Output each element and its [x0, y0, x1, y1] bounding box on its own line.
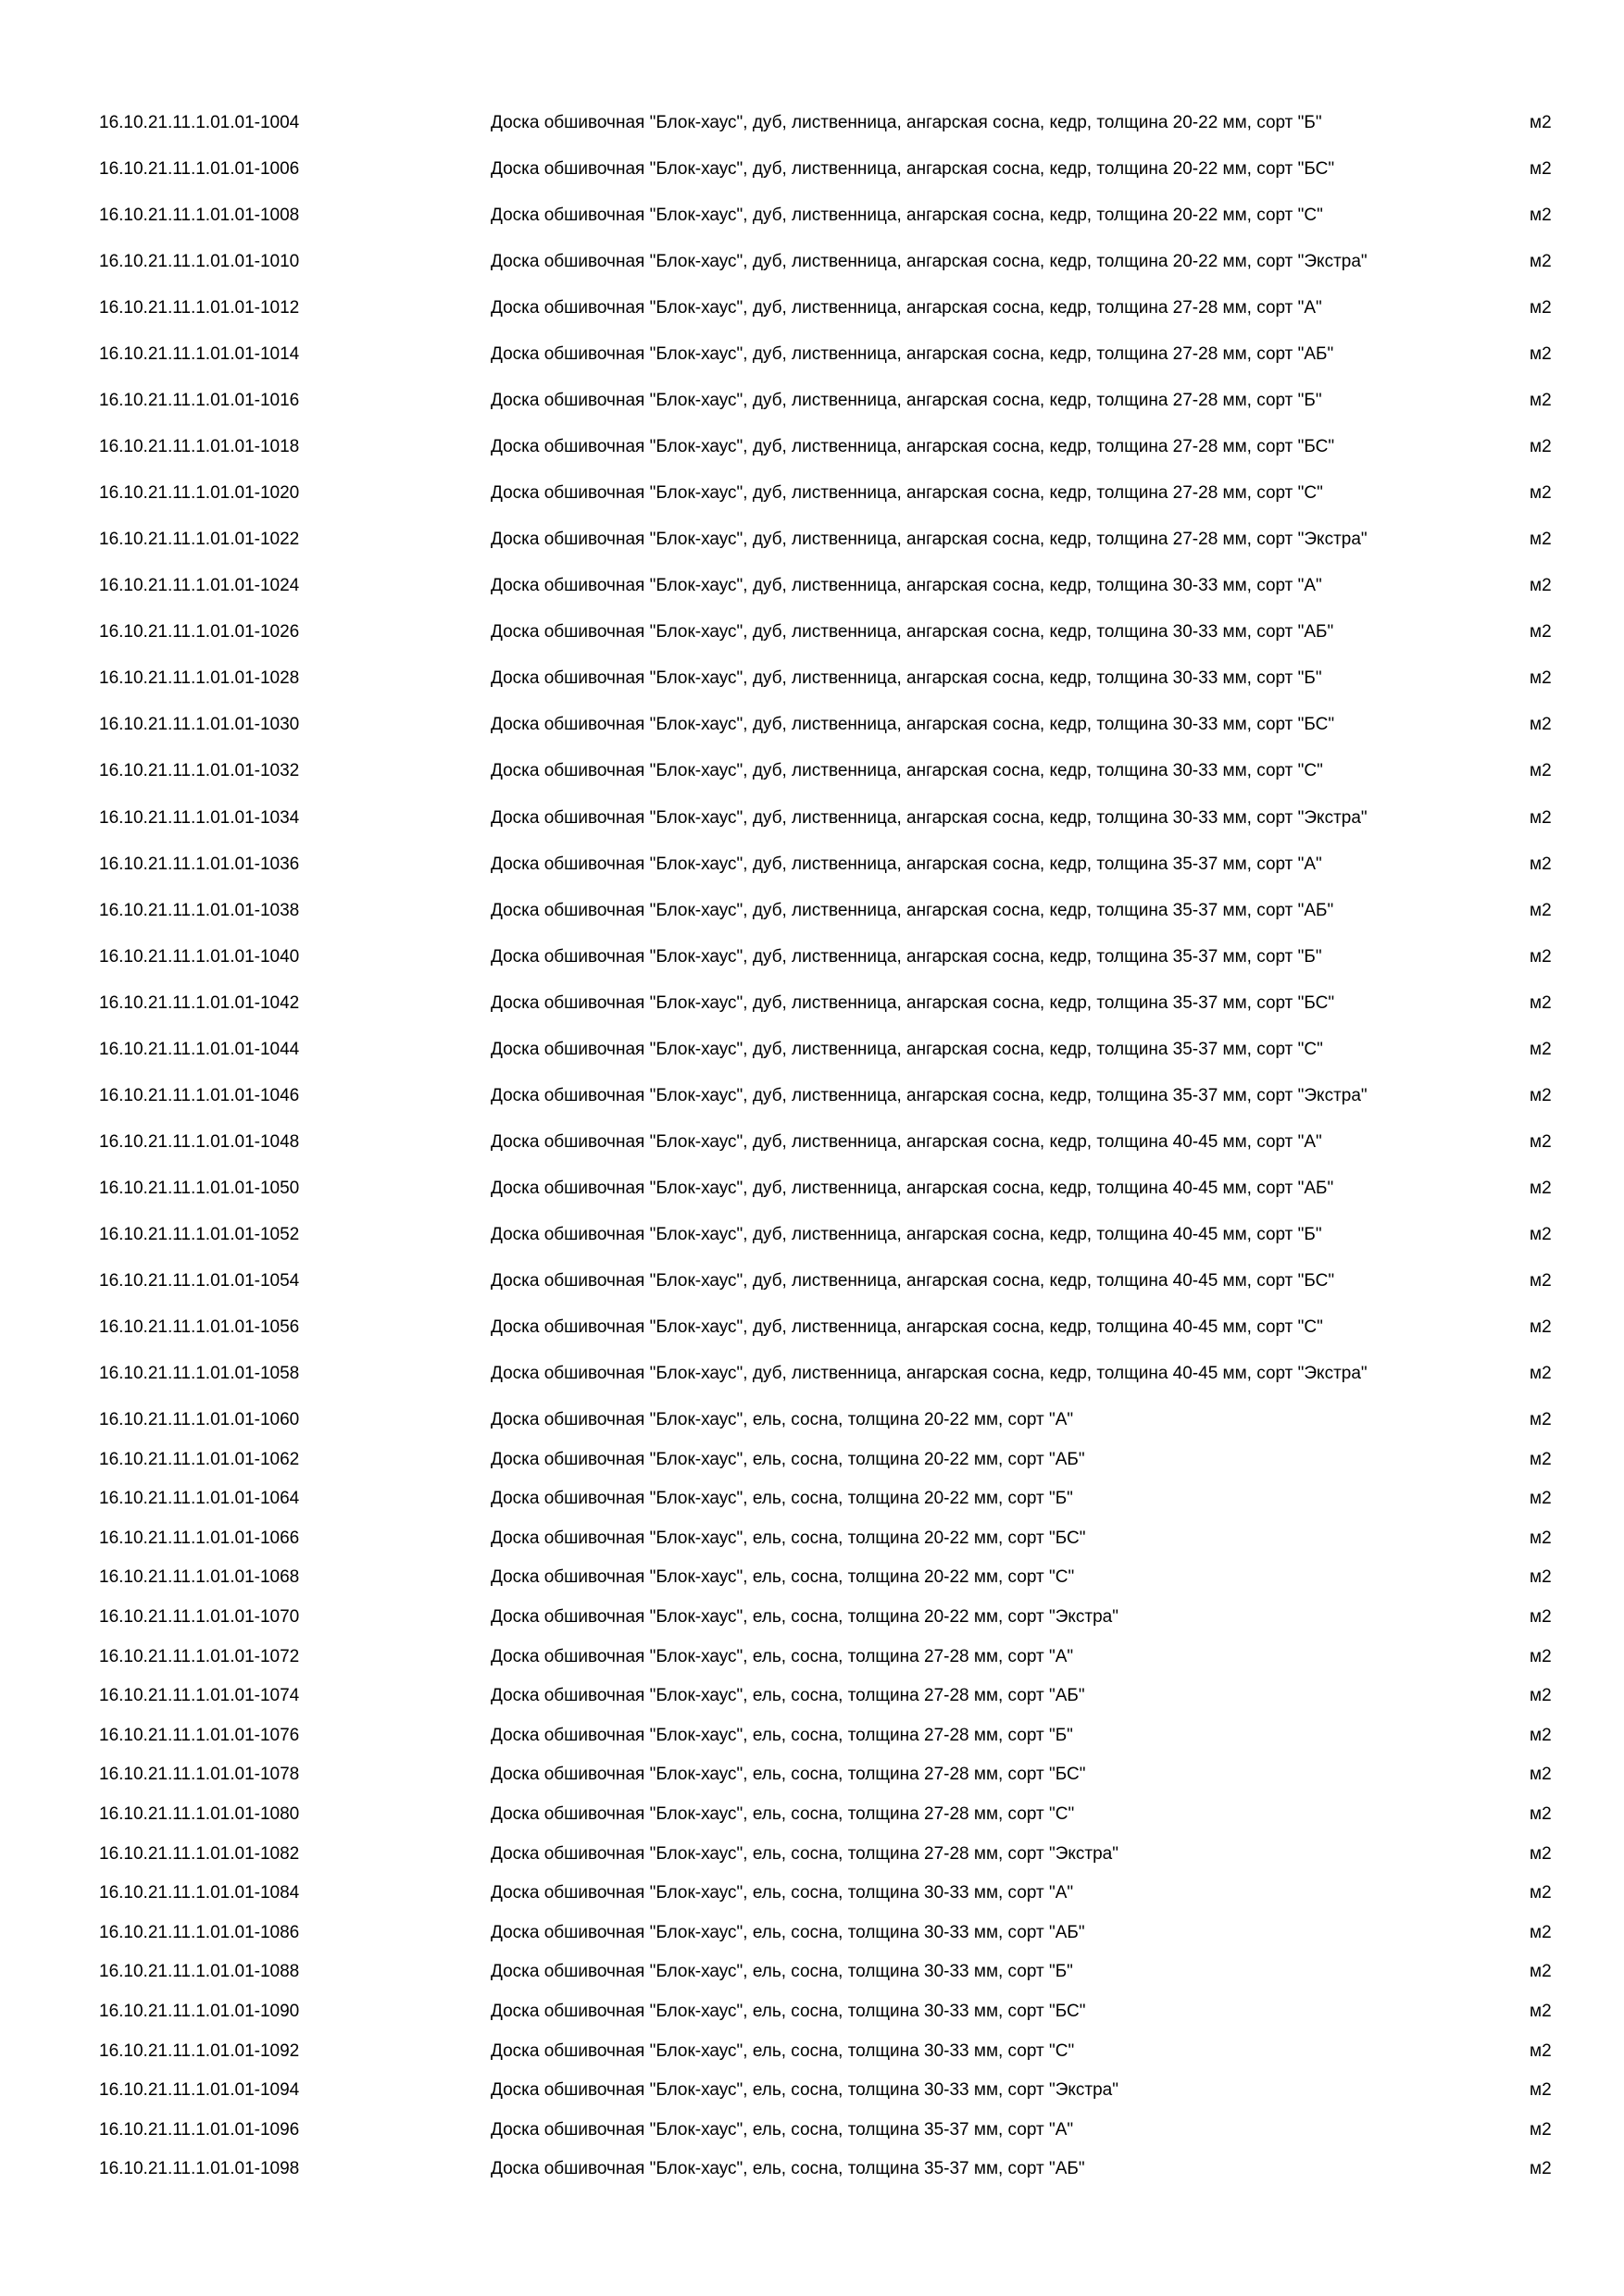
row-description: Доска обшивочная "Блок-хаус", ель, сосна, толщина 35-37 мм, сорт "АБ" [491, 2159, 1085, 2179]
row-code: 16.10.21.11.1.01.01-1018 [99, 437, 300, 457]
row-unit: м2 [1530, 391, 1552, 411]
row-unit: м2 [1530, 2002, 1552, 2022]
table-row [0, 1029, 1624, 1069]
row-unit: м2 [1530, 1364, 1552, 1384]
row-description: Доска обшивочная "Блок-хаус", дуб, лиственница, ангарская сосна, кедр, толщина 35-37 мм, сорт "АБ" [491, 900, 1334, 920]
row-unit: м2 [1530, 1449, 1552, 1469]
row-unit: м2 [1530, 2159, 1552, 2179]
row-unit: м2 [1530, 158, 1552, 179]
row-code: 16.10.21.11.1.01.01-1040 [99, 946, 300, 967]
row-code: 16.10.21.11.1.01.01-1056 [99, 1317, 300, 1338]
row-description: Доска обшивочная "Блок-хаус", дуб, лиственница, ангарская сосна, кедр, толщина 35-37 мм, сорт "БС" [491, 992, 1335, 1013]
table-row [0, 2070, 1624, 2110]
row-unit: м2 [1530, 1270, 1552, 1291]
row-unit: м2 [1530, 1039, 1552, 1059]
row-code: 16.10.21.11.1.01.01-1070 [99, 1607, 300, 1628]
table-row [0, 659, 1624, 699]
row-description: Доска обшивочная "Блок-хаус", дуб, лиственница, ангарская сосна, кедр, толщина 27-28 мм, сорт "А" [491, 297, 1322, 318]
row-code: 16.10.21.11.1.01.01-1010 [99, 251, 300, 271]
table-row [0, 1162, 1624, 1216]
row-unit: м2 [1530, 1178, 1552, 1198]
row-description: Доска обшивочная "Блок-хаус", дуб, лиственница, ангарская сосна, кедр, толщина 40-45 мм, сорт "Экстра" [491, 1364, 1368, 1384]
row-code: 16.10.21.11.1.01.01-1058 [99, 1364, 300, 1384]
row-description: Доска обшивочная "Блок-хаус", дуб, лиственница, ангарская сосна, кедр, толщина 30-33 мм, сорт "С" [491, 761, 1323, 781]
row-unit: м2 [1530, 297, 1552, 318]
row-unit: м2 [1530, 1883, 1552, 1903]
row-description: Доска обшивочная "Блок-хаус", дуб, лиственница, ангарская сосна, кедр, толщина 27-28 мм, сорт "Б" [491, 391, 1322, 411]
row-unit: м2 [1530, 2080, 1552, 2101]
row-unit: м2 [1530, 112, 1552, 132]
table-row [0, 1254, 1624, 1308]
row-description: Доска обшивочная "Блок-хаус", ель, сосна, толщина 20-22 мм, сорт "А" [491, 1410, 1074, 1430]
row-description: Доска обшивочная "Блок-хаус", ель, сосна, толщина 20-22 мм, сорт "С" [491, 1567, 1075, 1588]
table-row [0, 791, 1624, 844]
row-unit: м2 [1530, 1567, 1552, 1588]
row-description: Доска обшивочная "Блок-хаус", дуб, лиственница, ангарская сосна, кедр, толщина 30-33 мм, сорт "Экстра" [491, 807, 1368, 828]
row-code: 16.10.21.11.1.01.01-1066 [99, 1528, 300, 1548]
row-code: 16.10.21.11.1.01.01-1068 [99, 1567, 300, 1588]
table-row [0, 2150, 1624, 2190]
row-description: Доска обшивочная "Блок-хаус", ель, сосна, толщина 30-33 мм, сорт "С" [491, 2040, 1075, 2061]
table-row [0, 1479, 1624, 1519]
row-description: Доска обшивочная "Блок-хаус", дуб, лиственница, ангарская сосна, кедр, толщина 27-28 мм, сорт "АБ" [491, 344, 1334, 365]
row-code: 16.10.21.11.1.01.01-1014 [99, 344, 300, 365]
row-code: 16.10.21.11.1.01.01-1086 [99, 1922, 300, 1942]
row-description: Доска обшивочная "Блок-хаус", дуб, лиственница, ангарская сосна, кедр, толщина 40-45 мм, сорт "АБ" [491, 1178, 1334, 1198]
row-unit: м2 [1530, 2119, 1552, 2140]
row-unit: м2 [1530, 1765, 1552, 1785]
row-unit: м2 [1530, 622, 1552, 643]
table-row [0, 752, 1624, 792]
row-code: 16.10.21.11.1.01.01-1052 [99, 1224, 300, 1244]
row-unit: м2 [1530, 1131, 1552, 1152]
table-row [0, 1953, 1624, 1992]
table-row [0, 2031, 1624, 2071]
row-code: 16.10.21.11.1.01.01-1024 [99, 576, 300, 596]
row-unit: м2 [1530, 1804, 1552, 1825]
row-description: Доска обшивочная "Блок-хаус", ель, сосна, толщина 30-33 мм, сорт "Б" [491, 1962, 1073, 1982]
table-row [0, 1440, 1624, 1479]
row-code: 16.10.21.11.1.01.01-1054 [99, 1270, 300, 1291]
row-code: 16.10.21.11.1.01.01-1096 [99, 2119, 300, 2140]
table-row [0, 566, 1624, 605]
row-description: Доска обшивочная "Блок-хаус", ель, сосна, толщина 35-37 мм, сорт "А" [491, 2119, 1074, 2140]
row-code: 16.10.21.11.1.01.01-1050 [99, 1178, 300, 1198]
row-unit: м2 [1530, 437, 1552, 457]
row-unit: м2 [1530, 807, 1552, 828]
row-description: Доска обшивочная "Блок-хаус", ель, сосна, толщина 30-33 мм, сорт "А" [491, 1883, 1074, 1903]
row-code: 16.10.21.11.1.01.01-1034 [99, 807, 300, 828]
table-row [0, 1834, 1624, 1874]
row-code: 16.10.21.11.1.01.01-1038 [99, 900, 300, 920]
row-description: Доска обшивочная "Блок-хаус", дуб, лиственница, ангарская сосна, кедр, толщина 40-45 мм, сорт "С" [491, 1317, 1323, 1338]
row-description: Доска обшивочная "Блок-хаус", дуб, лиственница, ангарская сосна, кедр, толщина 20-22 мм, сорт "БС" [491, 158, 1335, 179]
row-unit: м2 [1530, 344, 1552, 365]
row-code: 16.10.21.11.1.01.01-1028 [99, 668, 300, 689]
table-row [0, 1518, 1624, 1558]
row-description: Доска обшивочная "Блок-хаус", дуб, лиственница, ангарская сосна, кедр, толщина 27-28 мм, сорт "С" [491, 483, 1323, 504]
row-description: Доска обшивочная "Блок-хаус", дуб, лиственница, ангарская сосна, кедр, толщина 27-28 мм, сорт "БС" [491, 437, 1335, 457]
row-code: 16.10.21.11.1.01.01-1008 [99, 205, 300, 225]
table-row [0, 1307, 1624, 1347]
row-unit: м2 [1530, 251, 1552, 271]
row-code: 16.10.21.11.1.01.01-1084 [99, 1883, 300, 1903]
row-code: 16.10.21.11.1.01.01-1032 [99, 761, 300, 781]
row-unit: м2 [1530, 1607, 1552, 1628]
row-unit: м2 [1530, 1686, 1552, 1706]
row-code: 16.10.21.11.1.01.01-1042 [99, 992, 300, 1013]
row-description: Доска обшивочная "Блок-хаус", ель, сосна, толщина 27-28 мм, сорт "Экстра" [491, 1843, 1118, 1864]
row-code: 16.10.21.11.1.01.01-1062 [99, 1449, 300, 1469]
table-row [0, 328, 1624, 381]
row-unit: м2 [1530, 1922, 1552, 1942]
row-code: 16.10.21.11.1.01.01-1048 [99, 1131, 300, 1152]
row-unit: м2 [1530, 1646, 1552, 1666]
row-unit: м2 [1530, 1410, 1552, 1430]
table-row [0, 1755, 1624, 1795]
table-row [0, 1913, 1624, 1953]
row-code: 16.10.21.11.1.01.01-1060 [99, 1410, 300, 1430]
price-list-table [0, 103, 1624, 2189]
table-row [0, 1558, 1624, 1598]
row-description: Доска обшивочная "Блок-хаус", дуб, лиственница, ангарская сосна, кедр, толщина 40-45 мм, сорт "БС" [491, 1270, 1335, 1291]
row-description: Доска обшивочная "Блок-хаус", ель, сосна, толщина 30-33 мм, сорт "БС" [491, 2002, 1086, 2022]
table-row [0, 235, 1624, 289]
table-row [0, 1215, 1624, 1254]
row-description: Доска обшивочная "Блок-хаус", ель, сосна, толщина 20-22 мм, сорт "БС" [491, 1528, 1086, 1548]
row-description: Доска обшивочная "Блок-хаус", дуб, лиственница, ангарская сосна, кедр, толщина 30-33 мм, сорт "АБ" [491, 622, 1334, 643]
row-description: Доска обшивочная "Блок-хаус", ель, сосна, толщина 20-22 мм, сорт "Б" [491, 1489, 1073, 1509]
table-row [0, 698, 1624, 752]
table-row [0, 1794, 1624, 1834]
row-unit: м2 [1530, 576, 1552, 596]
row-code: 16.10.21.11.1.01.01-1026 [99, 622, 300, 643]
table-row [0, 883, 1624, 937]
row-code: 16.10.21.11.1.01.01-1044 [99, 1039, 300, 1059]
row-code: 16.10.21.11.1.01.01-1078 [99, 1765, 300, 1785]
row-code: 16.10.21.11.1.01.01-1022 [99, 530, 300, 550]
row-description: Доска обшивочная "Блок-хаус", ель, сосна, толщина 27-28 мм, сорт "БС" [491, 1765, 1086, 1785]
table-row [0, 1400, 1624, 1440]
table-row [0, 288, 1624, 328]
row-unit: м2 [1530, 1962, 1552, 1982]
row-code: 16.10.21.11.1.01.01-1072 [99, 1646, 300, 1666]
row-unit: м2 [1530, 668, 1552, 689]
table-row [0, 1069, 1624, 1123]
row-code: 16.10.21.11.1.01.01-1016 [99, 391, 300, 411]
row-description: Доска обшивочная "Блок-хаус", дуб, лиственница, ангарская сосна, кедр, толщина 30-33 мм, сорт "БС" [491, 715, 1335, 735]
row-unit: м2 [1530, 1224, 1552, 1244]
table-row [0, 937, 1624, 977]
table-row [0, 473, 1624, 513]
row-code: 16.10.21.11.1.01.01-1098 [99, 2159, 300, 2179]
row-unit: м2 [1530, 483, 1552, 504]
row-unit: м2 [1530, 1725, 1552, 1745]
row-description: Доска обшивочная "Блок-хаус", дуб, лиственница, ангарская сосна, кедр, толщина 40-45 мм, сорт "А" [491, 1131, 1322, 1152]
table-row [0, 195, 1624, 235]
row-description: Доска обшивочная "Блок-хаус", дуб, лиственница, ангарская сосна, кедр, толщина 35-37 мм, сорт "Б" [491, 946, 1322, 967]
row-code: 16.10.21.11.1.01.01-1006 [99, 158, 300, 179]
row-description: Доска обшивочная "Блок-хаус", дуб, лиственница, ангарская сосна, кедр, толщина 20-22 мм, сорт "С" [491, 205, 1323, 225]
row-code: 16.10.21.11.1.01.01-1020 [99, 483, 300, 504]
row-code: 16.10.21.11.1.01.01-1046 [99, 1085, 300, 1105]
table-row [0, 1676, 1624, 1716]
row-code: 16.10.21.11.1.01.01-1088 [99, 1962, 300, 1982]
row-code: 16.10.21.11.1.01.01-1036 [99, 854, 300, 874]
row-code: 16.10.21.11.1.01.01-1012 [99, 297, 300, 318]
row-code: 16.10.21.11.1.01.01-1074 [99, 1686, 300, 1706]
table-row [0, 2110, 1624, 2150]
row-code: 16.10.21.11.1.01.01-1092 [99, 2040, 300, 2061]
row-code: 16.10.21.11.1.01.01-1080 [99, 1804, 300, 1825]
row-description: Доска обшивочная "Блок-хаус", ель, сосна, толщина 30-33 мм, сорт "АБ" [491, 1922, 1085, 1942]
row-unit: м2 [1530, 992, 1552, 1013]
table-row [0, 844, 1624, 884]
row-unit: м2 [1530, 1489, 1552, 1509]
row-unit: м2 [1530, 854, 1552, 874]
row-unit: м2 [1530, 715, 1552, 735]
row-description: Доска обшивочная "Блок-хаус", ель, сосна, толщина 27-28 мм, сорт "АБ" [491, 1686, 1085, 1706]
row-description: Доска обшивочная "Блок-хаус", ель, сосна, толщина 27-28 мм, сорт "Б" [491, 1725, 1073, 1745]
row-code: 16.10.21.11.1.01.01-1064 [99, 1489, 300, 1509]
row-unit: м2 [1530, 205, 1552, 225]
row-unit: м2 [1530, 1317, 1552, 1338]
row-unit: м2 [1530, 761, 1552, 781]
row-description: Доска обшивочная "Блок-хаус", дуб, лиственница, ангарская сосна, кедр, толщина 27-28 мм, сорт "Экстра" [491, 530, 1368, 550]
table-row [0, 103, 1624, 143]
table-row [0, 1716, 1624, 1755]
row-description: Доска обшивочная "Блок-хаус", дуб, лиственница, ангарская сосна, кедр, толщина 20-22 мм, сорт "Б" [491, 112, 1322, 132]
table-row [0, 513, 1624, 567]
row-unit: м2 [1530, 2040, 1552, 2061]
row-unit: м2 [1530, 1085, 1552, 1105]
row-unit: м2 [1530, 946, 1552, 967]
table-row [0, 1597, 1624, 1637]
row-code: 16.10.21.11.1.01.01-1076 [99, 1725, 300, 1745]
row-unit: м2 [1530, 1843, 1552, 1864]
row-code: 16.10.21.11.1.01.01-1030 [99, 715, 300, 735]
row-code: 16.10.21.11.1.01.01-1094 [99, 2080, 300, 2101]
row-description: Доска обшивочная "Блок-хаус", дуб, лиственница, ангарская сосна, кедр, толщина 40-45 мм, сорт "Б" [491, 1224, 1322, 1244]
row-description: Доска обшивочная "Блок-хаус", дуб, лиственница, ангарская сосна, кедр, толщина 35-37 мм, сорт "С" [491, 1039, 1323, 1059]
row-description: Доска обшивочная "Блок-хаус", ель, сосна, толщина 27-28 мм, сорт "С" [491, 1804, 1075, 1825]
row-code: 16.10.21.11.1.01.01-1090 [99, 2002, 300, 2022]
table-row [0, 420, 1624, 474]
row-description: Доска обшивочная "Блок-хаус", дуб, лиственница, ангарская сосна, кедр, толщина 35-37 мм, сорт "Экстра" [491, 1085, 1368, 1105]
row-description: Доска обшивочная "Блок-хаус", дуб, лиственница, ангарская сосна, кедр, толщина 20-22 мм, сорт "Экстра" [491, 251, 1368, 271]
row-code: 16.10.21.11.1.01.01-1082 [99, 1843, 300, 1864]
row-unit: м2 [1530, 1528, 1552, 1548]
row-description: Доска обшивочная "Блок-хаус", ель, сосна, толщина 27-28 мм, сорт "А" [491, 1646, 1074, 1666]
row-description: Доска обшивочная "Блок-хаус", дуб, лиственница, ангарская сосна, кедр, толщина 30-33 мм, сорт "Б" [491, 668, 1322, 689]
table-row [0, 143, 1624, 196]
table-row [0, 381, 1624, 420]
row-description: Доска обшивочная "Блок-хаус", дуб, лиственница, ангарская сосна, кедр, толщина 35-37 мм, сорт "А" [491, 854, 1322, 874]
row-description: Доска обшивочная "Блок-хаус", ель, сосна, толщина 20-22 мм, сорт "АБ" [491, 1449, 1085, 1469]
table-row [0, 605, 1624, 659]
table-row [0, 1122, 1624, 1162]
row-description: Доска обшивочная "Блок-хаус", ель, сосна, толщина 20-22 мм, сорт "Экстра" [491, 1607, 1118, 1628]
row-description: Доска обшивочная "Блок-хаус", дуб, лиственница, ангарская сосна, кедр, толщина 30-33 мм, сорт "А" [491, 576, 1322, 596]
row-code: 16.10.21.11.1.01.01-1004 [99, 112, 300, 132]
row-description: Доска обшивочная "Блок-хаус", ель, сосна, толщина 30-33 мм, сорт "Экстра" [491, 2080, 1118, 2101]
table-row [0, 1347, 1624, 1401]
row-unit: м2 [1530, 530, 1552, 550]
table-row [0, 1873, 1624, 1913]
table-row [0, 1637, 1624, 1677]
table-row [0, 976, 1624, 1029]
row-unit: м2 [1530, 900, 1552, 920]
table-row [0, 1991, 1624, 2031]
